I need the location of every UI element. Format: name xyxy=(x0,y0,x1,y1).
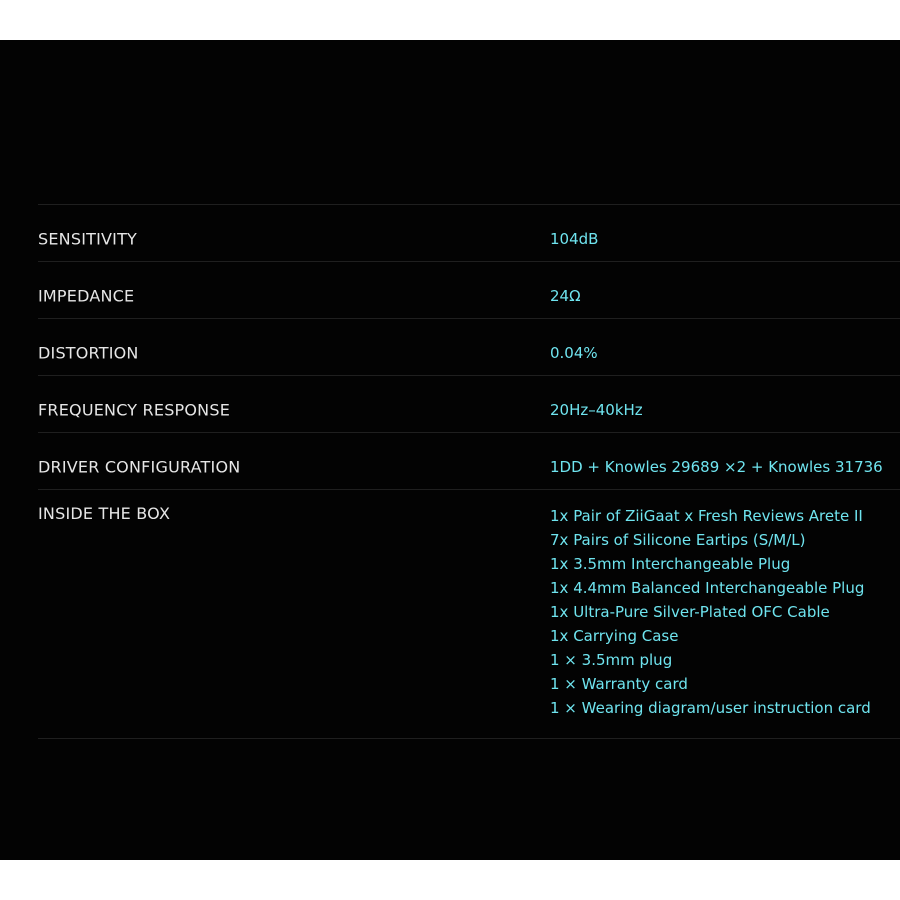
spec-panel xyxy=(0,40,900,860)
spec-row-frequency-response xyxy=(38,376,900,433)
box-contents xyxy=(550,504,871,720)
spec-label: IMPEDANCE xyxy=(38,286,135,306)
spec-label: INSIDE THE BOX xyxy=(38,504,171,523)
list-item: 1x Pair of ZiiGaat x Fresh Reviews Arete II xyxy=(550,507,863,525)
spec-row-impedance xyxy=(38,262,900,319)
list-item: 1 × Wearing diagram/user instruction card xyxy=(550,699,871,717)
spec-row-driver-configuration xyxy=(38,433,900,490)
spec-label: DRIVER CONFIGURATION xyxy=(38,457,241,477)
list-item: 1x Ultra-Pure Silver-Plated OFC Cable xyxy=(550,603,830,621)
spec-label: FREQUENCY RESPONSE xyxy=(38,400,231,420)
list-item: 1 × 3.5mm plug xyxy=(550,651,673,669)
list-item: 1x 3.5mm Interchangeable Plug xyxy=(550,555,791,573)
spec-value: 20Hz–40kHz xyxy=(550,401,643,419)
box-contents-list xyxy=(550,504,871,720)
spec-table xyxy=(38,204,900,739)
spec-value: 0.04% xyxy=(550,344,598,362)
spec-label: SENSITIVITY xyxy=(38,229,138,249)
spec-row-sensitivity xyxy=(38,205,900,262)
spec-label: DISTORTION xyxy=(38,343,139,363)
spec-value: 104dB xyxy=(550,230,599,248)
list-item: 1 × Warranty card xyxy=(550,675,688,693)
list-item: 1x Carrying Case xyxy=(550,627,679,645)
spec-row-inside-the-box xyxy=(38,490,900,739)
list-item: 1x 4.4mm Balanced Interchangeable Plug xyxy=(550,579,865,597)
spec-value: 24Ω xyxy=(550,287,581,305)
spec-row-distortion xyxy=(38,319,900,376)
list-item: 7x Pairs of Silicone Eartips (S/M/L) xyxy=(550,531,806,549)
spec-value: 1DD + Knowles 29689 ×2 + Knowles 31736 xyxy=(550,458,883,476)
